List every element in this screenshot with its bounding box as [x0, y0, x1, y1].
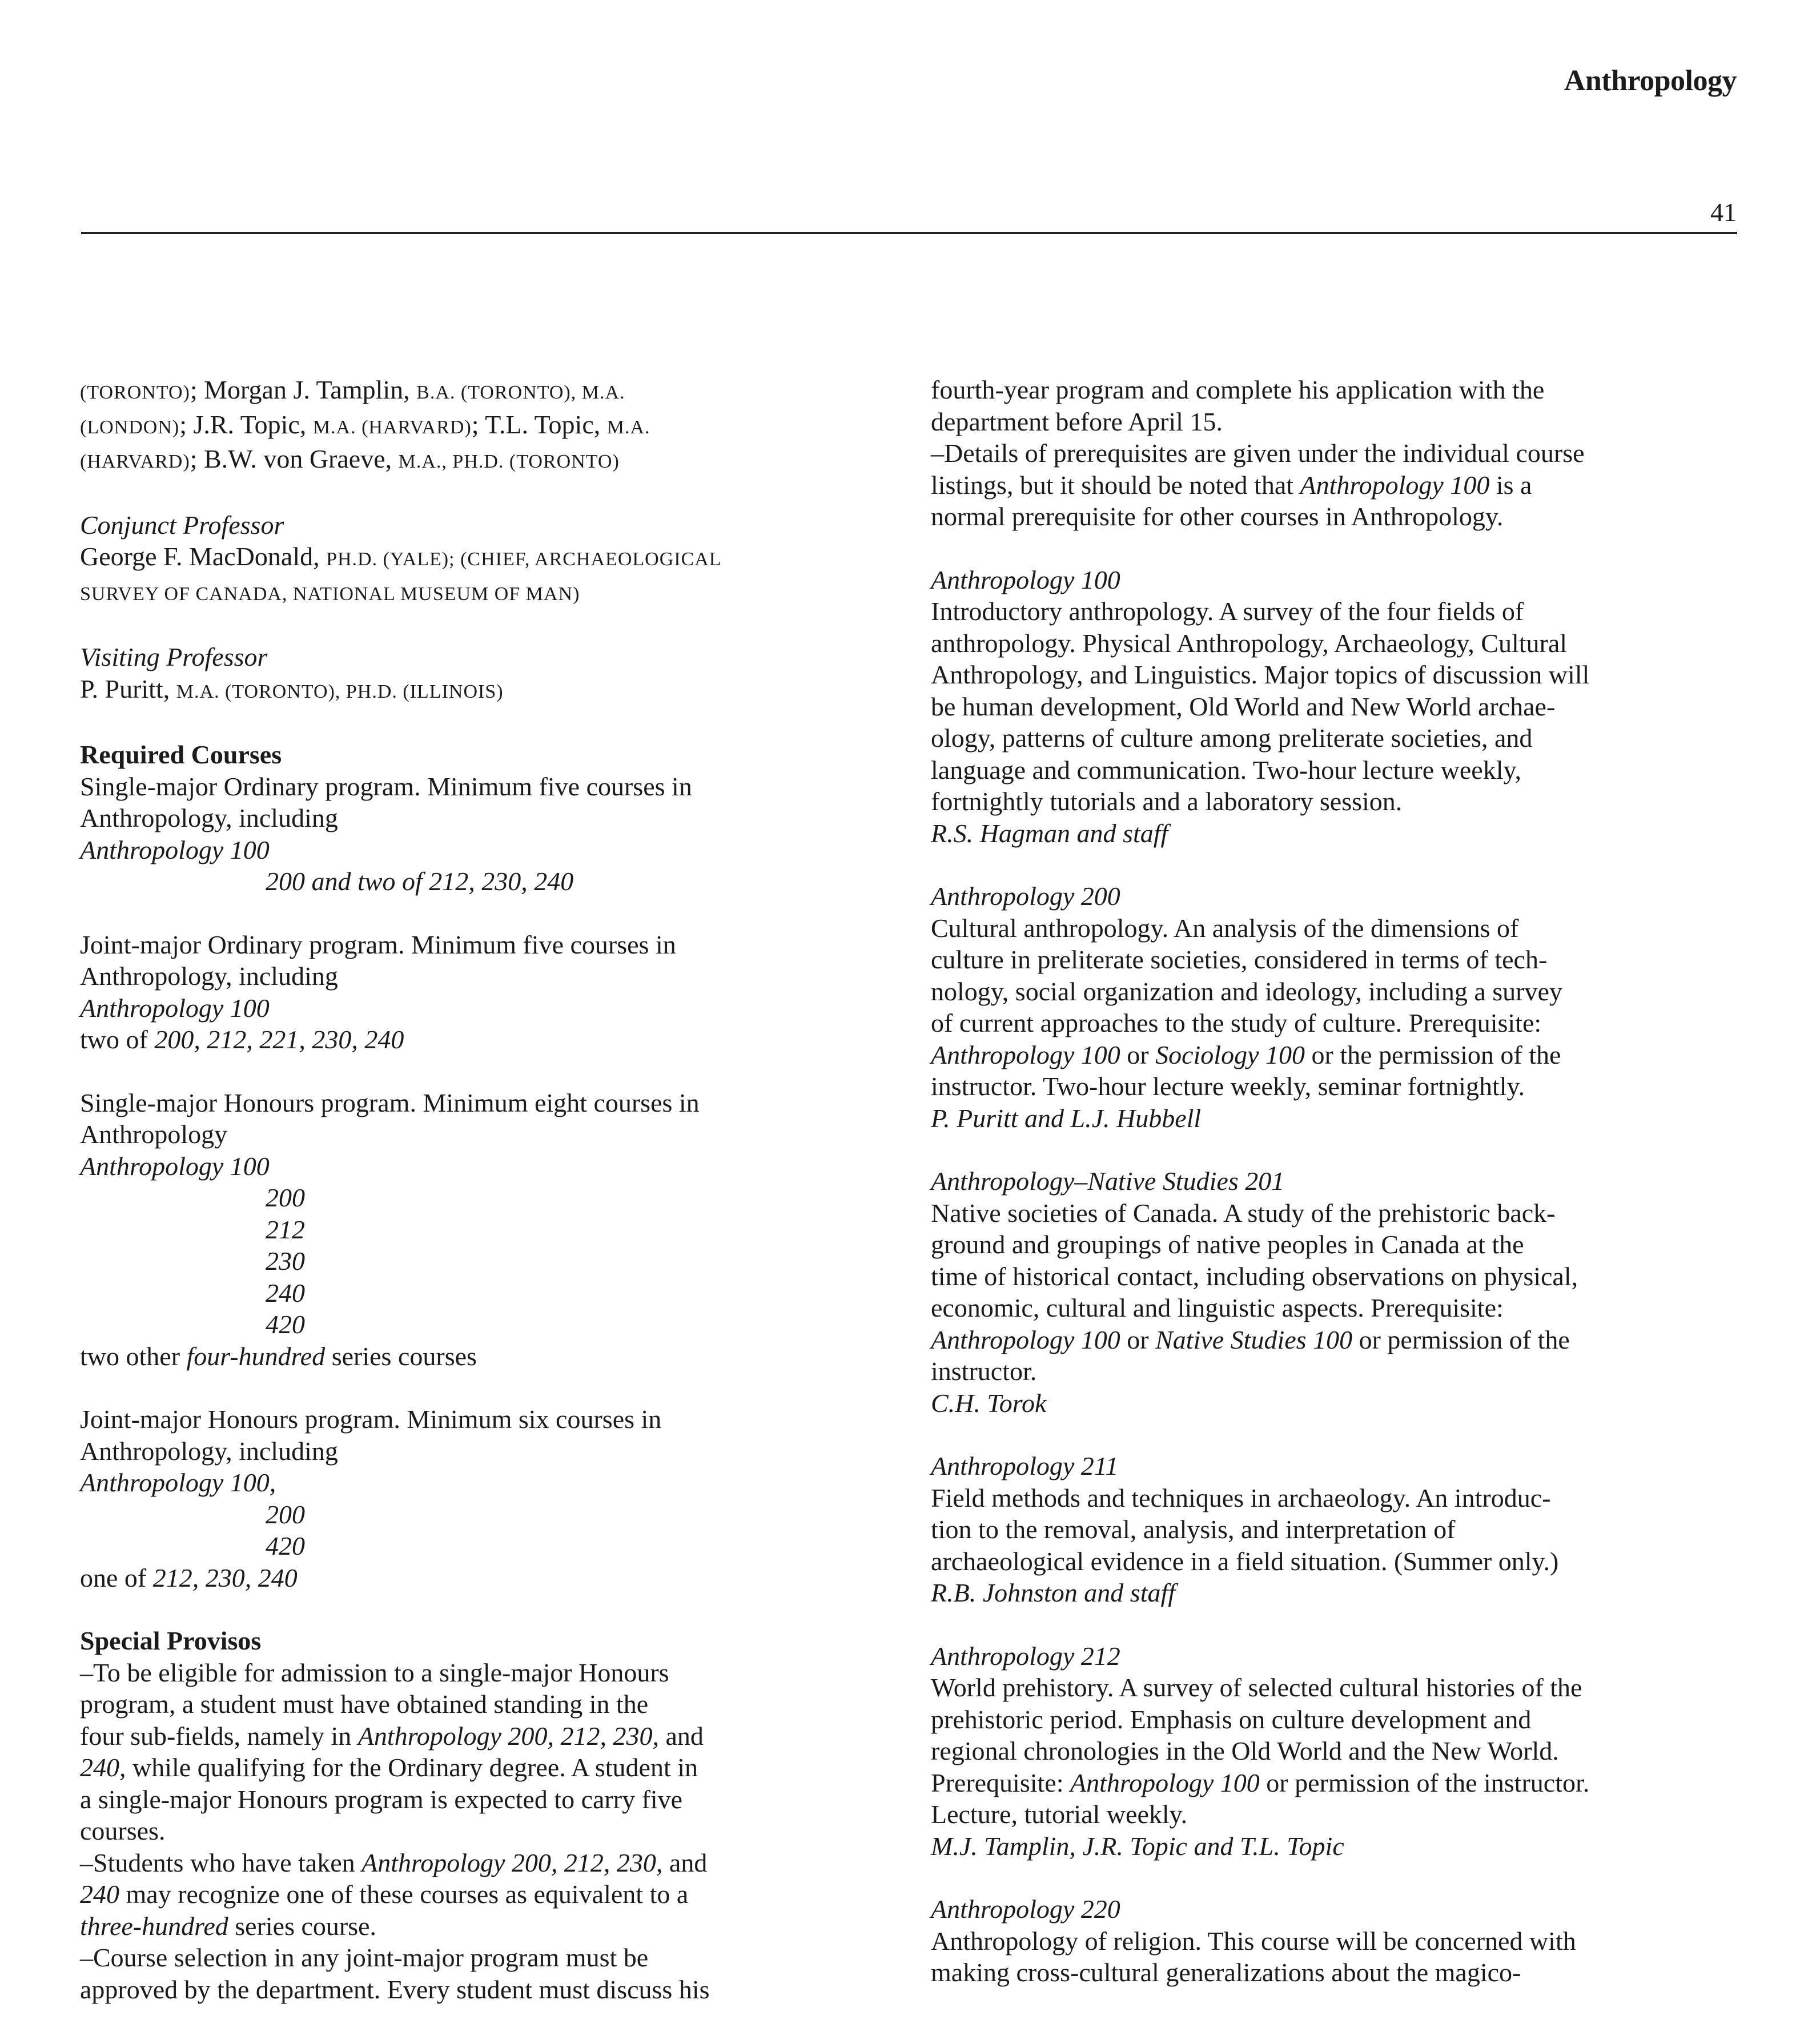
course-instructor: R.S. Hagman and staff: [931, 818, 1168, 848]
italic-run: Anthropology 100: [80, 835, 270, 864]
text-line: [80, 576, 891, 610]
text-run: ; J.R. Topic,: [179, 409, 313, 439]
text-line: [80, 374, 891, 409]
text-line: [80, 1277, 891, 1309]
text-line: [80, 771, 891, 803]
course-title: Anthropology 100: [931, 565, 1120, 594]
text-line: [80, 1309, 891, 1341]
text-run: Anthropology: [80, 1120, 228, 1149]
visiting-professor-heading: Visiting Professor: [80, 642, 268, 671]
text-line: [80, 1499, 891, 1531]
text-run: is a: [1489, 470, 1532, 500]
text-line: [80, 1942, 891, 1974]
text-run: fourth-year program and complete his application with the: [931, 375, 1545, 404]
course-entry: [931, 880, 1742, 1134]
text-line: [931, 627, 1742, 659]
text-line: [80, 1341, 891, 1373]
text-line: [931, 691, 1742, 723]
text-line: [931, 1767, 1742, 1799]
italic-run: Anthropology 100: [1300, 470, 1490, 500]
text-run: P. Puritt,: [80, 674, 176, 703]
italic-run: 420: [266, 1531, 305, 1560]
text-line: [80, 1435, 891, 1467]
text-line: [80, 673, 891, 708]
text-run: one of: [80, 1563, 153, 1592]
header-rule: [81, 232, 1737, 234]
italic-run: Anthropology 100: [931, 1040, 1120, 1069]
text-run: tion to the removal, analysis, and interpretation of: [931, 1515, 1456, 1544]
text-line: [931, 786, 1742, 818]
small-caps-run: PH.D. (YALE); (CHIEF, ARCHAEOLOGICAL: [326, 549, 722, 570]
text-line: [80, 1562, 891, 1594]
text-line: [80, 1815, 891, 1847]
italic-run: 200: [266, 1183, 305, 1212]
left-column: [80, 374, 891, 2005]
text-line: [80, 1530, 891, 1562]
text-run: ; Morgan J. Tamplin,: [190, 375, 417, 404]
text-line: [80, 1847, 891, 1879]
text-run: Anthropology, including: [80, 961, 338, 991]
text-run: or: [1120, 1040, 1156, 1069]
text-line: [931, 1292, 1742, 1324]
text-run: –Course selection in any joint-major program must be: [80, 1943, 649, 1972]
text-line: [931, 1704, 1742, 1736]
text-line: [80, 992, 891, 1024]
text-run: –Students who have taken: [80, 1848, 362, 1877]
small-caps-run: (HARVARD): [80, 451, 190, 472]
italic-run: 230: [266, 1246, 305, 1276]
text-run: prehistoric period. Emphasis on culture development and: [931, 1704, 1532, 1734]
text-line: [931, 596, 1742, 627]
text-run: and: [659, 1721, 704, 1751]
text-line: [931, 1514, 1742, 1546]
text-run: or permission of the instructor.: [1259, 1768, 1590, 1797]
text-run: series course.: [228, 1911, 377, 1941]
italic-run: 212: [266, 1214, 305, 1244]
course-entry: [931, 1165, 1742, 1419]
text-line: [931, 1957, 1742, 1989]
text-run: instructor. Two-hour lecture weekly, seminar fortnightly.: [931, 1072, 1525, 1101]
italic-run: 200, 212, 221, 230, 240: [154, 1025, 404, 1054]
text-run: or the permission of the: [1305, 1040, 1561, 1069]
running-header-title: Anthropology: [1564, 65, 1737, 97]
text-line: [80, 1720, 891, 1752]
text-run: fortnightly tutorials and a laboratory session.: [931, 787, 1403, 816]
text-run: instructor.: [931, 1357, 1037, 1386]
text-line: [931, 1324, 1742, 1356]
text-run: a single-major Honours program is expected to carry five: [80, 1784, 683, 1814]
italic-run: 212, 230, 240: [429, 867, 574, 896]
text-line: [80, 1784, 891, 1816]
text-run: may recognize one of these courses as equivalent to a: [119, 1880, 689, 1909]
text-line: [80, 1214, 891, 1246]
text-line: [931, 912, 1742, 944]
text-run: ology, patterns of culture among preliterate societies, and: [931, 723, 1533, 753]
course-instructor: R.B. Johnston and staff: [931, 1578, 1176, 1607]
text-line: [931, 1197, 1742, 1229]
text-line: [931, 659, 1742, 691]
text-line: [80, 1910, 891, 1942]
text-run: two other: [80, 1341, 187, 1371]
text-line: [931, 1672, 1742, 1704]
course-description: [931, 596, 1742, 818]
course-description: [931, 912, 1742, 1103]
text-run: –Details of prerequisites are given under the individual course: [931, 438, 1585, 468]
text-run: ; B.W. von Graeve,: [190, 444, 399, 473]
italic-run: Anthropology 200, 212, 230,: [361, 1848, 663, 1877]
text-line: [931, 976, 1742, 1008]
course-description: [931, 1482, 1742, 1578]
text-run: and: [662, 1848, 708, 1877]
course-title: Anthropology 200: [931, 882, 1120, 911]
text-run: making cross-cultural generalizations about the magico-: [931, 1958, 1521, 1987]
text-run: nology, social organization and ideology, including a survey: [931, 976, 1562, 1006]
special-provisos-continued: [931, 374, 1742, 533]
single-major-ordinary-program: [80, 771, 891, 898]
text-line: [931, 374, 1742, 406]
italic-run: Anthropology 100: [1070, 1768, 1260, 1797]
italic-run: 200: [266, 1499, 305, 1529]
text-run: Anthropology of religion. This course will be concerned with: [931, 1926, 1576, 1956]
special-provisos-lines: [80, 1657, 891, 2006]
text-run: Single-major Ordinary program. Minimum five courses in: [80, 771, 692, 801]
course-instructor: P. Puritt and L.J. Hubbell: [931, 1103, 1202, 1133]
text-run: ground and groupings of native peoples in Canada at the: [931, 1230, 1524, 1259]
text-line: [80, 960, 891, 992]
text-line: [80, 1688, 891, 1720]
text-line: [80, 1878, 891, 1910]
text-run: –To be eligible for admission to a single-major Honours: [80, 1657, 669, 1687]
visiting-professor-section: [80, 641, 891, 707]
visiting-professor-lines: [80, 673, 891, 708]
text-run: George F. MacDonald,: [80, 542, 327, 571]
course-title: Anthropology–Native Studies 201: [931, 1166, 1285, 1196]
italic-run: Sociology 100: [1155, 1040, 1305, 1069]
required-courses-heading: Required Courses: [80, 740, 282, 769]
special-provisos-section: [80, 1625, 891, 2005]
course-title: Anthropology 211: [931, 1451, 1119, 1480]
italic-run: Anthropology 100: [931, 1325, 1120, 1354]
text-line: [80, 1752, 891, 1784]
text-run: anthropology. Physical Anthropology, Archaeology, Cultural: [931, 628, 1568, 658]
text-run: courses.: [80, 1816, 166, 1845]
text-run: Field methods and techniques in archaeology. An introduc-: [931, 1483, 1551, 1512]
text-run: economic, cultural and linguistic aspects. Prerequisite:: [931, 1293, 1504, 1322]
course-listings: [931, 564, 1742, 1989]
italic-run: 240: [80, 1880, 119, 1909]
small-caps-run: M.A. (TORONTO), PH.D. (ILLINOIS): [176, 681, 504, 702]
conjunct-professor-section: [80, 509, 891, 610]
italic-run: Anthropology 100,: [80, 1468, 276, 1497]
text-line: [80, 1182, 891, 1214]
text-line: [931, 722, 1742, 754]
text-line: [80, 834, 891, 866]
italic-run: 240: [266, 1278, 305, 1307]
italic-run: 200: [266, 867, 305, 896]
conjunct-professor-lines: [80, 541, 891, 610]
text-line: [931, 1546, 1742, 1578]
small-caps-run: B.A. (TORONTO), M.A.: [416, 382, 625, 403]
text-run: four sub-fields, namely in: [80, 1721, 358, 1751]
text-run: program, a student must have obtained standing in the: [80, 1689, 649, 1719]
text-line: [80, 443, 891, 478]
italic-run: Anthropology 100: [80, 1151, 270, 1181]
text-line: [80, 1657, 891, 1689]
course-entry: [931, 1893, 1742, 1989]
single-major-honours-program: [80, 1087, 891, 1373]
text-line: [80, 802, 891, 834]
course-instructor: M.J. Tamplin, J.R. Topic and T.L. Topic: [931, 1831, 1344, 1861]
text-run: Introductory anthropology. A survey of the four fields of: [931, 597, 1524, 626]
text-line: [931, 1925, 1742, 1957]
text-run: or permission of the: [1352, 1325, 1570, 1354]
course-instructor: C.H. Torok: [931, 1388, 1047, 1418]
text-run: Anthropology, including: [80, 803, 338, 832]
text-run: while qualifying for the Ordinary degree. A student in: [126, 1753, 698, 1782]
text-line: [931, 1039, 1742, 1071]
text-run: normal prerequisite for other courses in Anthropology.: [931, 502, 1504, 531]
text-run: World prehistory. A survey of selected cultural histories of the: [931, 1673, 1582, 1702]
course-title: Anthropology 212: [931, 1641, 1120, 1671]
text-line: [80, 1087, 891, 1119]
text-run: Native societies of Canada. A study of the prehistoric back-: [931, 1198, 1556, 1228]
italic-run: four-hundred: [186, 1341, 326, 1371]
faculty-list-continued: [80, 374, 891, 478]
text-line: [80, 1245, 891, 1277]
text-run: ; T.L. Topic,: [471, 409, 607, 439]
text-line: [931, 1798, 1742, 1830]
text-run: or: [1120, 1325, 1156, 1354]
text-line: [80, 1403, 891, 1435]
text-run: two of: [80, 1025, 155, 1054]
text-line: [80, 409, 891, 444]
italic-run: 212, 230, 240: [152, 1563, 298, 1592]
text-line: [931, 469, 1742, 501]
italic-run: Anthropology 200, 212, 230,: [357, 1721, 660, 1751]
course-description: [931, 1672, 1742, 1830]
joint-major-ordinary-program: [80, 929, 891, 1056]
text-run: be human development, Old World and New World archae-: [931, 691, 1556, 721]
required-courses-section: [80, 739, 891, 898]
text-line: [931, 501, 1742, 533]
text-run: culture in preliterate societies, considered in terms of tech-: [931, 945, 1548, 974]
text-line: [931, 406, 1742, 438]
course-entry: [931, 1640, 1742, 1862]
text-run: regional chronologies in the Old World and the New World.: [931, 1736, 1559, 1765]
text-run: language and communication. Two-hour lecture weekly,: [931, 755, 1521, 784]
text-line: [931, 754, 1742, 786]
text-line: [80, 1150, 891, 1182]
small-caps-run: (TORONTO): [80, 382, 190, 403]
text-run: Anthropology, and Linguistics. Major topics of discussion will: [931, 660, 1590, 689]
text-line: [931, 1229, 1742, 1261]
small-caps-run: M.A., PH.D. (TORONTO): [398, 451, 620, 472]
small-caps-run: (LONDON): [80, 416, 180, 438]
text-run: and two of: [305, 867, 429, 896]
text-line: [931, 1355, 1742, 1387]
text-line: [931, 1071, 1742, 1103]
italic-run: Native Studies 100: [1155, 1325, 1353, 1354]
text-run: approved by the department. Every student must discuss his: [80, 1974, 710, 2004]
text-run: Joint-major Ordinary program. Minimum five courses in: [80, 930, 676, 959]
text-line: [80, 1974, 891, 2006]
text-line: [931, 1261, 1742, 1293]
text-run: Joint-major Honours program. Minimum six courses in: [80, 1405, 662, 1434]
text-line: [80, 929, 891, 961]
special-provisos-heading: Special Provisos: [80, 1626, 262, 1655]
course-title: Anthropology 220: [931, 1894, 1120, 1924]
text-line: [80, 1118, 891, 1150]
text-line: [80, 541, 891, 576]
text-run: archaeological evidence in a field situation. (Summer only.): [931, 1546, 1559, 1576]
course-entry: [931, 1450, 1742, 1609]
course-description: [931, 1925, 1742, 1989]
italic-run: three-hundred: [80, 1911, 228, 1941]
course-description: [931, 1197, 1742, 1387]
text-run: Single-major Honours program. Minimum eight courses in: [80, 1088, 700, 1117]
italic-run: 420: [266, 1310, 305, 1339]
text-line: [931, 1007, 1742, 1039]
text-run: Prerequisite:: [931, 1768, 1070, 1797]
text-line: [80, 866, 891, 898]
text-line: [931, 1735, 1742, 1767]
italic-run: Anthropology 100: [80, 993, 270, 1023]
text-run: series courses: [325, 1341, 477, 1371]
small-caps-run: M.A.: [606, 416, 650, 438]
text-run: of current approaches to the study of culture. Prerequisite:: [931, 1008, 1542, 1037]
text-run: Anthropology, including: [80, 1436, 338, 1466]
text-run: Lecture, tutorial weekly.: [931, 1800, 1188, 1829]
small-caps-run: SURVEY OF CANADA, NATIONAL MUSEUM OF MAN): [80, 583, 580, 605]
right-column: [931, 374, 1742, 2020]
text-line: [931, 944, 1742, 976]
text-line: [80, 1467, 891, 1499]
text-run: listings, but it should be noted that: [931, 470, 1300, 500]
text-run: time of historical contact, including observations on physical,: [931, 1261, 1578, 1291]
text-run: department before April 15.: [931, 407, 1223, 436]
text-line: [931, 1482, 1742, 1514]
italic-run: 240,: [80, 1753, 126, 1782]
text-line: [80, 1024, 891, 1056]
joint-major-honours-program: [80, 1403, 891, 1594]
conjunct-professor-heading: Conjunct Professor: [80, 510, 284, 540]
page-number: 41: [1710, 198, 1737, 227]
small-caps-run: M.A. (HARVARD): [312, 416, 472, 438]
course-entry: [931, 564, 1742, 850]
text-run: Cultural anthropology. An analysis of the dimensions of: [931, 913, 1519, 943]
text-line: [931, 437, 1742, 469]
